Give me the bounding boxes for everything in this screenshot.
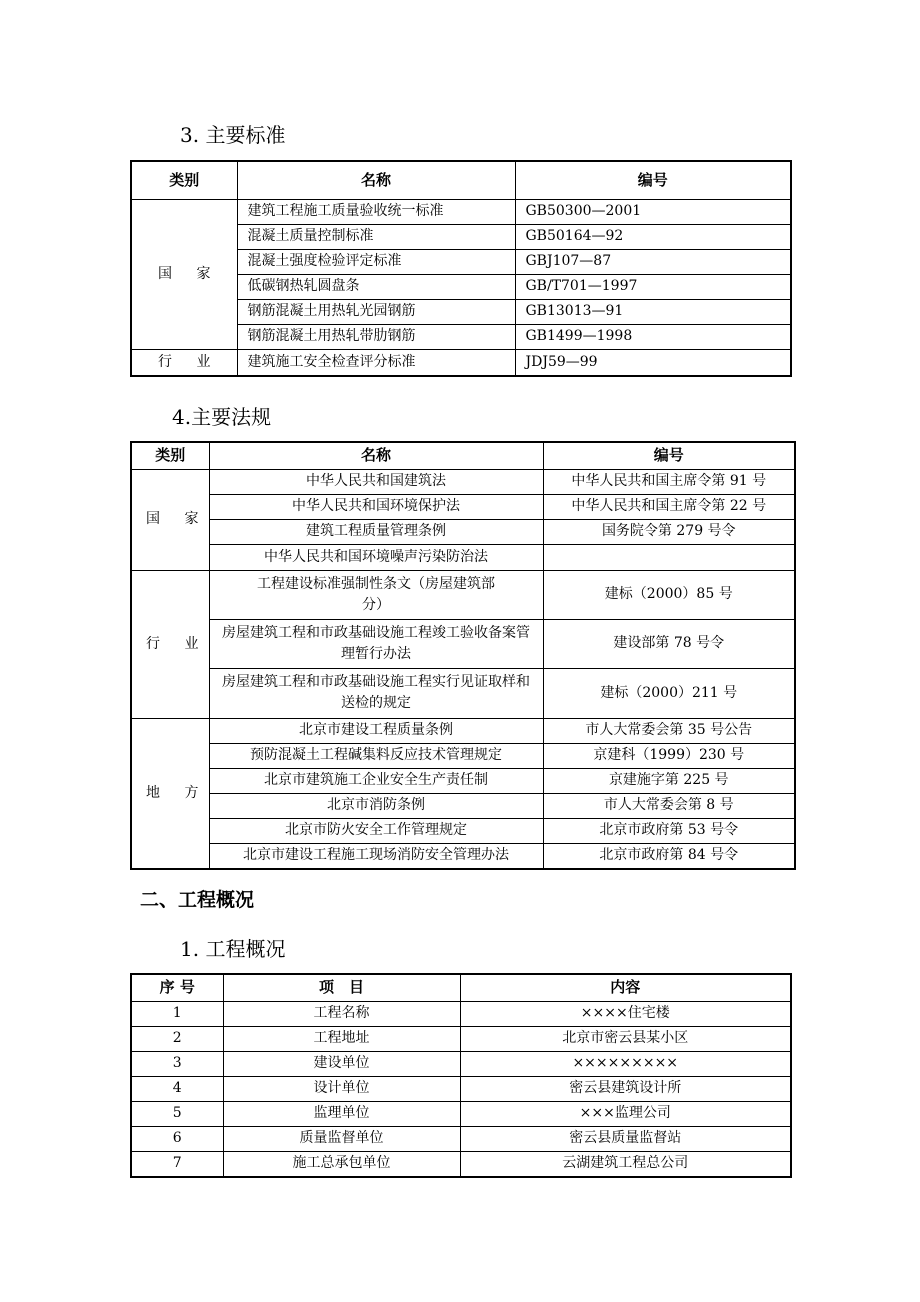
row-index: 1 — [131, 1001, 223, 1026]
table-row — [131, 619, 795, 668]
regulation-name: 工程建设标准强制性条文（房屋建筑部分） — [209, 570, 543, 619]
regulation-name: 建筑工程质量管理条例 — [209, 519, 543, 544]
regulation-name: 中华人民共和国环境保护法 — [209, 494, 543, 519]
item-content: 密云县建筑设计所 — [460, 1076, 791, 1101]
regulation-code: 中华人民共和国主席令第 91 号 — [543, 469, 795, 494]
standards-table — [130, 160, 792, 377]
standard-name: 低碳钢热轧圆盘条 — [237, 274, 515, 299]
table-row — [131, 668, 795, 718]
item-content: ×××监理公司 — [460, 1101, 791, 1126]
category-cell: 行 业 — [131, 570, 209, 718]
column-header-code: 编号 — [543, 442, 795, 469]
standard-code: GBJ107—87 — [515, 249, 791, 274]
item-name: 工程地址 — [223, 1026, 460, 1051]
row-index: 6 — [131, 1126, 223, 1151]
standard-name: 建筑施工安全检查评分标准 — [237, 349, 515, 376]
standard-code: GB13013—91 — [515, 299, 791, 324]
regulation-code: 建设部第 78 号令 — [543, 619, 795, 668]
column-header-index: 序 号 — [131, 974, 223, 1001]
section-1-title: 1. 工程概况 — [180, 937, 286, 961]
column-header-name: 名称 — [209, 442, 543, 469]
item-content: 密云县质量监督站 — [460, 1126, 791, 1151]
standard-name: 钢筋混凝土用热轧光园钢筋 — [237, 299, 515, 324]
item-name: 设计单位 — [223, 1076, 460, 1101]
standard-code: GB50300—2001 — [515, 199, 791, 224]
column-header-name: 名称 — [237, 161, 515, 199]
standard-name: 混凝土质量控制标准 — [237, 224, 515, 249]
column-header-category: 类别 — [131, 442, 209, 469]
regulation-code: 京建科（1999）230 号 — [543, 743, 795, 768]
regulation-name: 中华人民共和国环境噪声污染防治法 — [209, 544, 543, 570]
regulation-code: 国务院令第 279 号令 — [543, 519, 795, 544]
table-header-row — [131, 442, 795, 469]
item-name: 监理单位 — [223, 1101, 460, 1126]
chapter-2-title: 二、工程概况 — [140, 889, 255, 911]
item-content: ××××××××× — [460, 1051, 791, 1076]
table-row — [131, 793, 795, 818]
table-row — [131, 519, 795, 544]
table-row — [131, 544, 795, 570]
table-row — [131, 1076, 791, 1101]
regulation-name: 预防混凝土工程碱集料反应技术管理规定 — [209, 743, 543, 768]
row-index: 3 — [131, 1051, 223, 1076]
regulation-code: 中华人民共和国主席令第 22 号 — [543, 494, 795, 519]
item-content: 云湖建筑工程总公司 — [460, 1151, 791, 1177]
category-cell: 行 业 — [131, 349, 237, 376]
table-row — [131, 768, 795, 793]
standard-name: 混凝土强度检验评定标准 — [237, 249, 515, 274]
item-name: 工程名称 — [223, 1001, 460, 1026]
table-row — [131, 843, 795, 869]
item-name: 质量监督单位 — [223, 1126, 460, 1151]
column-header-code: 编号 — [515, 161, 791, 199]
table-row — [131, 718, 795, 743]
regulation-name: 房屋建筑工程和市政基础设施工程竣工验收备案管理暂行办法 — [209, 619, 543, 668]
standard-code: GB/T701—1997 — [515, 274, 791, 299]
regulation-code: 建标（2000）85 号 — [543, 570, 795, 619]
item-name: 建设单位 — [223, 1051, 460, 1076]
section-3-title: 3. 主要标准 — [180, 123, 286, 147]
regulation-name: 北京市消防条例 — [209, 793, 543, 818]
table-row — [131, 494, 795, 519]
row-index: 7 — [131, 1151, 223, 1177]
regulation-name: 中华人民共和国建筑法 — [209, 469, 543, 494]
table-row — [131, 199, 791, 224]
standard-code: JDJ59—99 — [515, 349, 791, 376]
regulation-name: 房屋建筑工程和市政基础设施工程实行见证取样和送检的规定 — [209, 668, 543, 718]
regulations-table — [130, 441, 796, 870]
category-cell: 国 家 — [131, 469, 209, 570]
table-row — [131, 469, 795, 494]
table-row — [131, 1126, 791, 1151]
standard-name: 建筑工程施工质量验收统一标准 — [237, 199, 515, 224]
regulation-code: 市人大常委会第 8 号 — [543, 793, 795, 818]
table-row — [131, 743, 795, 768]
row-index: 5 — [131, 1101, 223, 1126]
table-row — [131, 1051, 791, 1076]
table-row — [131, 1101, 791, 1126]
item-content: ××××住宅楼 — [460, 1001, 791, 1026]
item-name: 施工总承包单位 — [223, 1151, 460, 1177]
project-overview-table — [130, 973, 792, 1178]
column-header-content: 内容 — [460, 974, 791, 1001]
table-row — [131, 818, 795, 843]
regulation-name: 北京市防火安全工作管理规定 — [209, 818, 543, 843]
regulation-code: 市人大常委会第 35 号公告 — [543, 718, 795, 743]
regulation-code: 北京市政府第 84 号令 — [543, 843, 795, 869]
regulation-name: 北京市建设工程质量条例 — [209, 718, 543, 743]
row-index: 2 — [131, 1026, 223, 1051]
category-cell: 地 方 — [131, 718, 209, 869]
table-row — [131, 349, 791, 376]
regulation-code: 京建施字第 225 号 — [543, 768, 795, 793]
table-row — [131, 1151, 791, 1177]
category-cell: 国 家 — [131, 199, 237, 349]
table-row — [131, 1001, 791, 1026]
section-4-title: 4.主要法规 — [172, 405, 272, 429]
regulation-code — [543, 544, 795, 570]
table-row — [131, 1026, 791, 1051]
regulation-code: 北京市政府第 53 号令 — [543, 818, 795, 843]
regulation-name: 北京市建设工程施工现场消防安全管理办法 — [209, 843, 543, 869]
standard-code: GB50164—92 — [515, 224, 791, 249]
row-index: 4 — [131, 1076, 223, 1101]
column-header-item: 项 目 — [223, 974, 460, 1001]
regulation-name: 北京市建筑施工企业安全生产责任制 — [209, 768, 543, 793]
standard-name: 钢筋混凝土用热轧带肋钢筋 — [237, 324, 515, 349]
table-row — [131, 570, 795, 619]
item-content: 北京市密云县某小区 — [460, 1026, 791, 1051]
column-header-category: 类别 — [131, 161, 237, 199]
standard-code: GB1499—1998 — [515, 324, 791, 349]
table-header-row — [131, 161, 791, 199]
table-header-row — [131, 974, 791, 1001]
regulation-code: 建标（2000）211 号 — [543, 668, 795, 718]
